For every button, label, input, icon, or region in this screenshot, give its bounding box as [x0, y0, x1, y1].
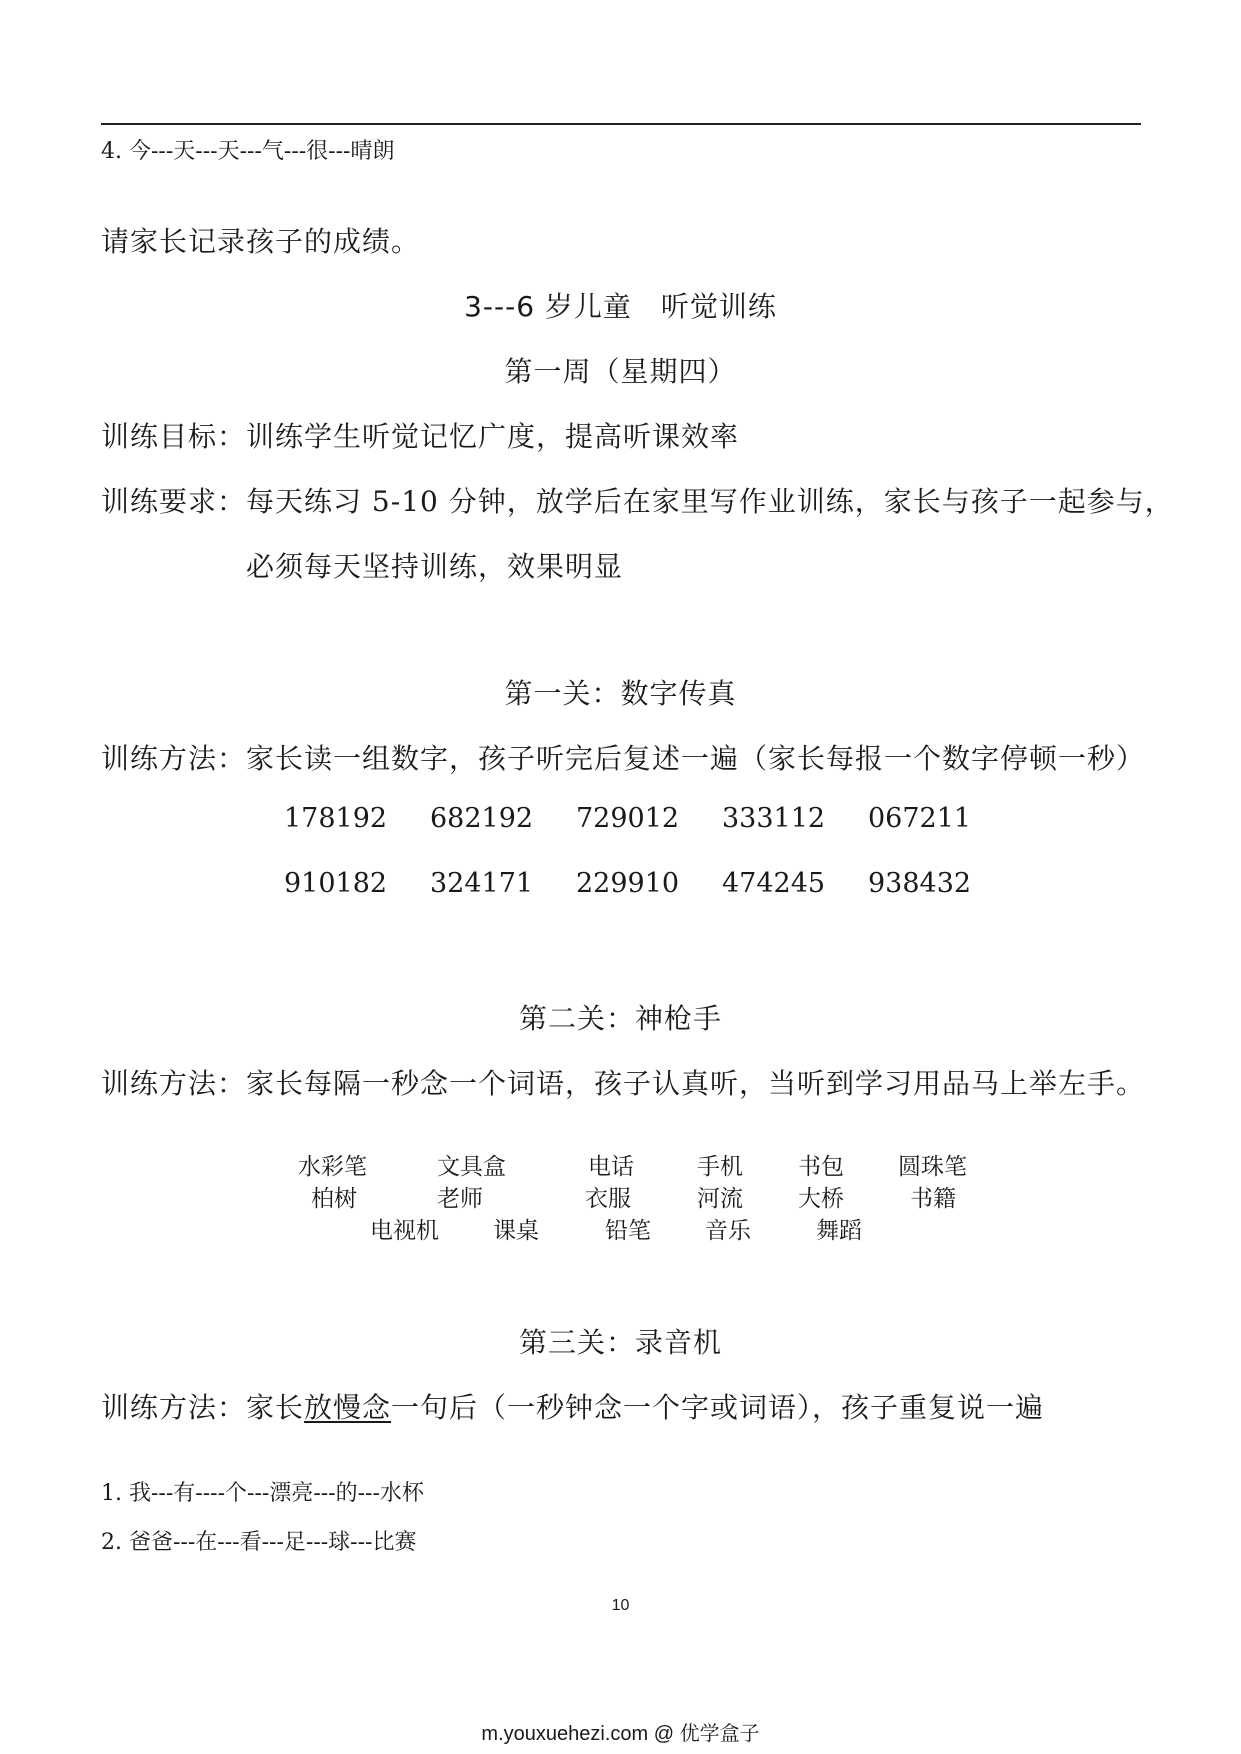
- level2-method: [101, 1062, 1145, 1102]
- word-item: 电话: [588, 1154, 634, 1180]
- level1-method: [101, 737, 1145, 777]
- level3-method-label: 训练方法：: [101, 1391, 247, 1424]
- requirement-line2: 必须每天坚持训练，效果明显: [246, 550, 624, 583]
- word-item: 书包: [798, 1154, 844, 1180]
- number-item: 229910: [576, 868, 680, 899]
- number-item: 682192: [430, 803, 534, 834]
- level1-method-label: 训练方法：: [101, 742, 247, 775]
- word-item: 衣服: [585, 1186, 631, 1212]
- word-item: 文具盒: [437, 1154, 506, 1180]
- number-item: 938432: [868, 868, 972, 899]
- level2-method-label: 训练方法：: [101, 1067, 247, 1100]
- top-list-item: 4. 今---天---天---气---很---晴朗: [101, 139, 395, 164]
- level3-method-post: 一句后（一秒钟念一个字或词语），孩子重复说一遍: [391, 1391, 1045, 1424]
- goal-label: 训练目标：: [101, 420, 247, 453]
- word-item: 水彩笔: [298, 1154, 367, 1180]
- word-item: 手机: [697, 1154, 743, 1180]
- number-item: 474245: [722, 868, 826, 899]
- word-item: 铅笔: [605, 1218, 651, 1244]
- word-item: 圆珠笔: [898, 1154, 967, 1180]
- sentence-item: 2. 爸爸---在---看---足---球---比赛: [101, 1530, 417, 1555]
- number-item: 324171: [430, 868, 534, 899]
- sentence-item: 1. 我---有----个---漂亮---的---水杯: [101, 1481, 424, 1506]
- word-item: 舞蹈: [816, 1218, 862, 1244]
- word-item: 大桥: [798, 1186, 844, 1212]
- footer-source: m.youxuehezi.com @ 优学盒子: [481, 1723, 760, 1745]
- level3-method: [101, 1386, 1044, 1426]
- word-item: 书籍: [910, 1186, 956, 1212]
- level2-method-text: 家长每隔一秒念一个词语，孩子认真听，当听到学习用品马上举左手。: [246, 1067, 1146, 1100]
- top-rule: [101, 123, 1141, 125]
- goal-text: 训练学生听觉记忆广度，提高听课效率: [246, 420, 740, 453]
- word-item: 老师: [437, 1186, 483, 1212]
- number-item: 910182: [284, 868, 388, 899]
- level2-title: 第二关：神枪手: [518, 1002, 722, 1035]
- training-goal: [101, 415, 739, 455]
- word-item: 课桌: [493, 1218, 539, 1244]
- word-item: 柏树: [311, 1186, 357, 1212]
- number-item: 333112: [722, 803, 826, 834]
- number-item: 729012: [576, 803, 680, 834]
- level3-method-pre: 家长: [246, 1391, 305, 1424]
- word-item: 河流: [697, 1186, 743, 1212]
- word-item: 音乐: [705, 1218, 751, 1244]
- training-requirement: [101, 480, 1174, 520]
- page-title: 3---6 岁儿童 听觉训练: [464, 290, 777, 323]
- page-number: 10: [611, 1597, 630, 1614]
- requirement-line1: 每天练习 5-10 分钟，放学后在家里写作业训练，家长与孩子一起参与，: [246, 485, 1174, 518]
- requirement-label: 训练要求：: [101, 485, 247, 518]
- word-item: 电视机: [370, 1218, 439, 1244]
- week-subtitle: 第一周（星期四）: [504, 355, 737, 388]
- number-item: 178192: [284, 803, 388, 834]
- parent-note: 请家长记录孩子的成绩。: [101, 225, 421, 258]
- level3-method-underlined: 放慢念: [304, 1391, 392, 1424]
- level1-title: 第一关：数字传真: [504, 677, 737, 710]
- level1-method-text: 家长读一组数字，孩子听完后复述一遍（家长每报一个数字停顿一秒）: [246, 742, 1146, 775]
- level3-title: 第三关：录音机: [518, 1326, 722, 1359]
- number-item: 067211: [868, 803, 972, 834]
